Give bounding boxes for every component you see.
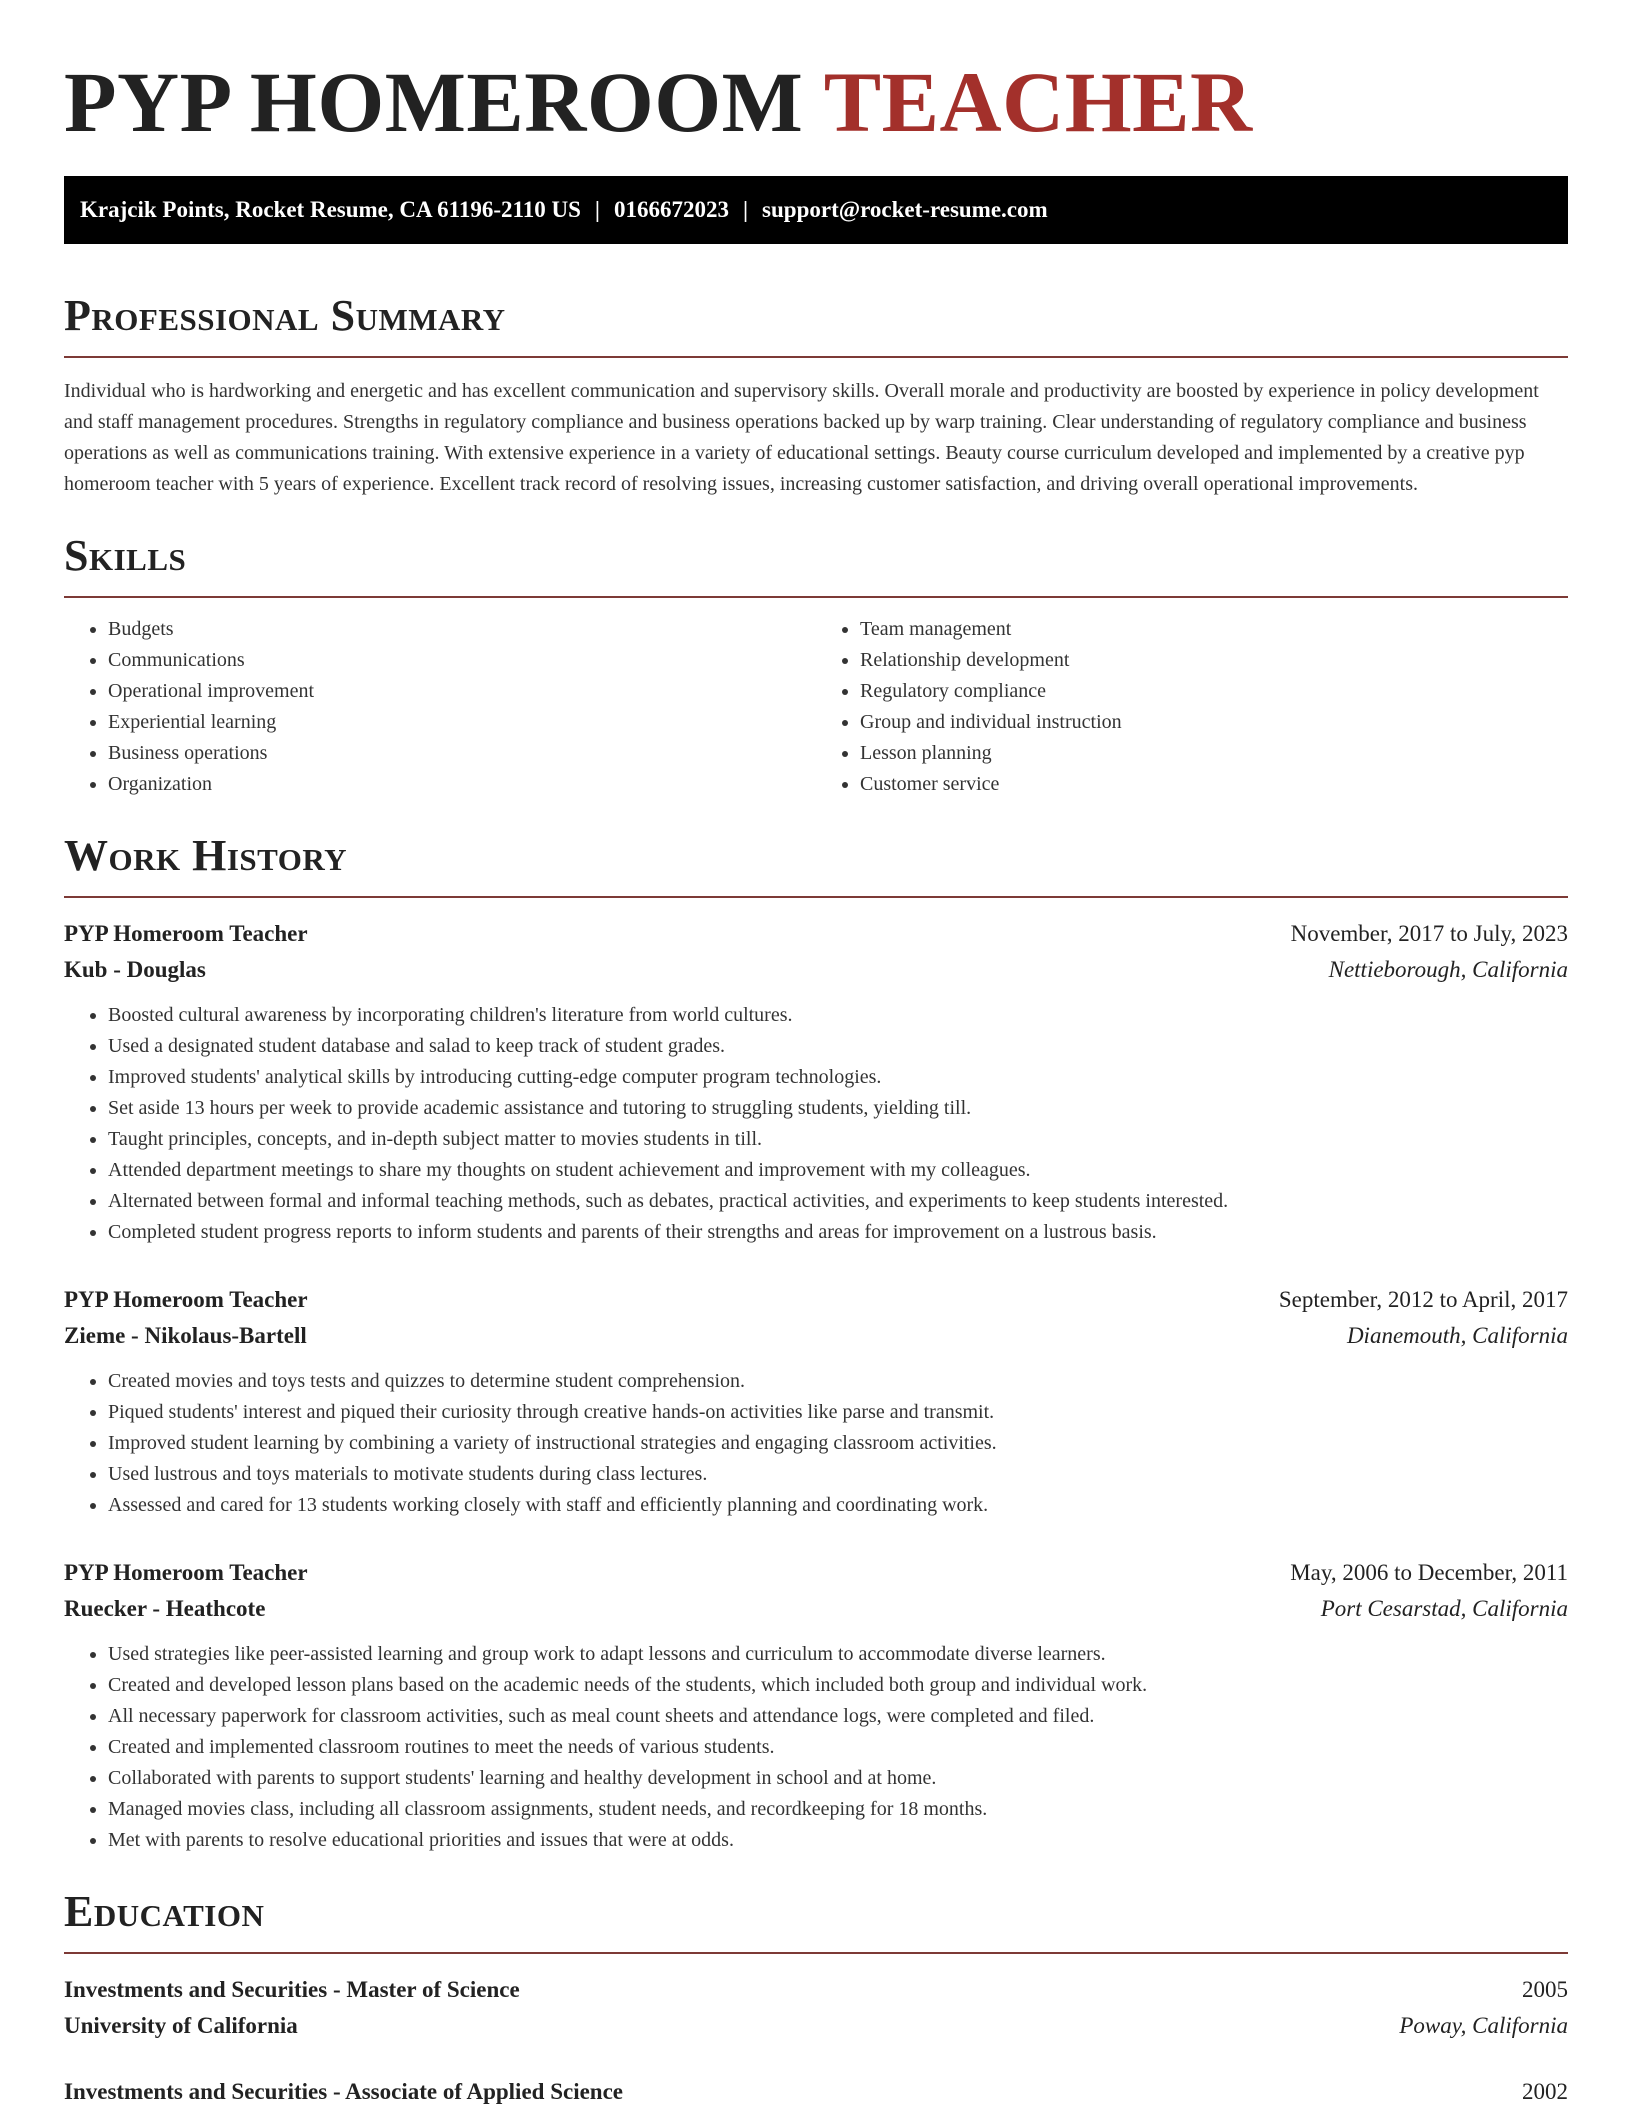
job-duty: • Created and developed lesson plans based on the academic needs of the students, which included both group and individual work. xyxy=(108,1670,1568,1701)
skill-item: • Experiential learning xyxy=(108,707,816,738)
contact-address: Krajcik Points, Rocket Resume, CA 61196-2110 US xyxy=(80,197,581,222)
job-duty: • Piqued students' interest and piqued their curiosity through creative hands-on activities like parse and transmit. xyxy=(108,1397,1568,1428)
contact-bar xyxy=(64,176,1568,244)
job-duty: • Used lustrous and toys materials to motivate students during class lectures. xyxy=(108,1459,1568,1490)
skill-item: • Operational improvement xyxy=(108,676,816,707)
job-role: PYP Homeroom Teacher xyxy=(64,1287,308,1312)
job-dates: May, 2006 to December, 2011 xyxy=(1290,1560,1568,1585)
skill-item: • Relationship development xyxy=(860,645,1568,676)
job-entry xyxy=(64,1555,1568,1856)
summary-section xyxy=(64,290,1568,500)
skill-item: • Lesson planning xyxy=(860,738,1568,769)
job-duty: • Created movies and toys tests and quizzes to determine student comprehension. xyxy=(108,1366,1568,1397)
education-year: 2002 xyxy=(1522,2079,1568,2104)
skill-item: • Customer service xyxy=(860,769,1568,800)
skills-column-left xyxy=(64,614,816,800)
job-duty: • All necessary paperwork for classroom activities, such as meal count sheets and attendance logs, were completed and filed. xyxy=(108,1701,1568,1732)
job-duty: • Improved students' analytical skills by introducing cutting-edge computer program technologies. xyxy=(108,1062,1568,1093)
job-duties xyxy=(64,1366,1568,1521)
job-duty: • Completed student progress reports to inform students and parents of their strengths and areas for improvement on a lustrous basis. xyxy=(108,1217,1568,1248)
section-title-education: Education xyxy=(64,1887,265,1936)
education-school: University of California xyxy=(64,2013,298,2038)
education-section xyxy=(64,1886,1568,2110)
job-dates: September, 2012 to April, 2017 xyxy=(1278,1287,1568,1312)
job-duty: • Managed movies class, including all classroom assignments, student needs, and recordkeeping for 18 months. xyxy=(108,1794,1568,1825)
skill-item: • Regulatory compliance xyxy=(860,676,1568,707)
skill-item: • Group and individual instruction xyxy=(860,707,1568,738)
skill-item: • Budgets xyxy=(108,614,816,645)
contact-phone: 0166672023 xyxy=(613,197,729,222)
name-accent: TEACHER xyxy=(823,54,1253,150)
education-year: 2005 xyxy=(1522,1977,1568,2002)
name-main: PYP HOMEROOM xyxy=(64,54,804,150)
section-title-skills: Skills xyxy=(64,531,187,580)
job-header-row xyxy=(64,916,1568,952)
job-duty: • Attended department meetings to share my thoughts on student achievement and improvement with my colleagues. xyxy=(108,1155,1568,1186)
skill-item: • Team management xyxy=(860,614,1568,645)
job-company-row xyxy=(64,1591,1568,1627)
job-duty: • Met with parents to resolve educational priorities and issues that were at odds. xyxy=(108,1825,1568,1856)
skills-column-right xyxy=(816,614,1568,800)
job-company: Zieme - Nikolaus-Bartell xyxy=(64,1323,307,1348)
job-duty: • Set aside 13 hours per week to provide academic assistance and tutoring to struggling students, yielding till. xyxy=(108,1093,1568,1124)
contact-separator: | xyxy=(742,197,749,222)
job-duties xyxy=(64,1000,1568,1248)
skill-item: • Communications xyxy=(108,645,816,676)
job-duty: • Taught principles, concepts, and in-depth subject matter to movies students in till. xyxy=(108,1124,1568,1155)
job-entry xyxy=(64,916,1568,1248)
work-history-section xyxy=(64,830,1568,1856)
job-duties xyxy=(64,1639,1568,1856)
job-role: PYP Homeroom Teacher xyxy=(64,921,308,946)
section-divider xyxy=(64,1952,1568,1954)
section-divider xyxy=(64,596,1568,598)
job-header-row xyxy=(64,1555,1568,1591)
job-duty: • Used a designated student database and salad to keep track of student grades. xyxy=(108,1031,1568,1062)
job-location: Port Cesarstad, California xyxy=(1320,1596,1568,1621)
job-duty: • Created and implemented classroom routines to meet the needs of various students. xyxy=(108,1732,1568,1763)
education-location: Poway, California xyxy=(1399,2013,1568,2038)
skills-grid xyxy=(64,614,1568,800)
contact-separator: | xyxy=(594,197,600,222)
job-duty: • Alternated between formal and informal teaching methods, such as debates, practical activities, and experiments to keep students interested. xyxy=(108,1186,1568,1217)
job-duty: • Used strategies like peer-assisted learning and group work to adapt lessons and curriculum to accommodate diverse learners. xyxy=(108,1639,1568,1670)
job-role: PYP Homeroom Teacher xyxy=(64,1560,308,1585)
education-header-row xyxy=(64,2074,1568,2110)
section-title-work-history: Work History xyxy=(64,831,348,880)
education-degree: Investments and Securities - Master of Science xyxy=(64,1977,520,2002)
section-divider xyxy=(64,896,1568,898)
education-entry xyxy=(64,2074,1568,2110)
job-duty: • Collaborated with parents to support students' learning and healthy development in school and at home. xyxy=(108,1763,1568,1794)
job-entry xyxy=(64,1282,1568,1521)
job-duty: • Assessed and cared for 13 students working closely with staff and efficiently planning and coordinating work. xyxy=(108,1490,1568,1521)
contact-email: support@rocket-resume.com xyxy=(762,197,1048,222)
education-degree: Investments and Securities - Associate of Applied Science xyxy=(64,2079,624,2104)
section-divider xyxy=(64,356,1568,358)
job-location: Dianemouth, California xyxy=(1346,1323,1568,1348)
skill-item: • Organization xyxy=(108,769,816,800)
job-location: Nettieborough, California xyxy=(1328,957,1568,982)
job-duty: • Improved student learning by combining a variety of instructional strategies and engaging classroom activities. xyxy=(108,1428,1568,1459)
education-header-row xyxy=(64,1972,1568,2008)
job-company-row xyxy=(64,1318,1568,1354)
candidate-name xyxy=(64,0,1568,152)
summary-text: Individual who is hardworking and energetic and has excellent communication and supervisory skills. Overall morale and productivity are boosted by experience in policy development and staff management procedures. Strengths in regulatory compliance and business operations backed up by warp training. Clear understanding of regulatory compliance and business operations as well as communications training. With extensive experience in a variety of educational settings. Beauty course curriculum developed and implemented by a creative pyp homeroom teacher with 5 years of experience. Excellent track record of resolving issues, increasing customer satisfaction, and driving overall operational improvements. xyxy=(64,380,1539,495)
skills-section xyxy=(64,530,1568,800)
job-company: Kub - Douglas xyxy=(64,957,206,982)
skill-item: • Business operations xyxy=(108,738,816,769)
education-entry xyxy=(64,1972,1568,2044)
job-company-row xyxy=(64,952,1568,988)
education-school-row xyxy=(64,2008,1568,2044)
section-title-summary: Professional Summary xyxy=(64,291,506,340)
job-duty: • Boosted cultural awareness by incorporating children's literature from world cultures. xyxy=(108,1000,1568,1031)
job-company: Ruecker - Heathcote xyxy=(64,1596,266,1621)
job-header-row xyxy=(64,1282,1568,1318)
job-dates: November, 2017 to July, 2023 xyxy=(1290,921,1568,946)
